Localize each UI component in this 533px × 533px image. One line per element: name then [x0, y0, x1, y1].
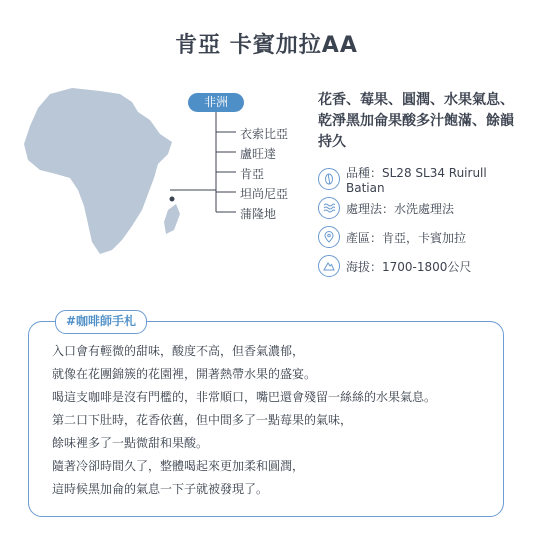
africa-map [20, 82, 195, 272]
country-item: 坦尚尼亞 [240, 187, 289, 201]
coffee-bean-icon [318, 168, 340, 190]
attribute-text: 品種：SL28 SL34 Ruirull Batian [346, 165, 487, 195]
country-item: 蒲隆地 [240, 207, 277, 221]
attribute-variety [318, 165, 528, 195]
attribute-process [318, 197, 528, 219]
country-bracket [170, 112, 250, 222]
attribute-text: 處理法：水洗處理法 [346, 201, 455, 216]
note-line: 隨著冷卻時間久了，整體喝起來更加柔和圓潤， [52, 459, 305, 473]
country-list [240, 124, 288, 224]
page-title: 肯亞 卡賓加拉AA [175, 33, 358, 58]
note-line: 喝這支咖啡是沒有門檻的，非常順口，嘴巴還會殘留一絲絲的水果氣息。 [52, 390, 437, 404]
wave-process-icon [318, 197, 340, 219]
region-badge: 非洲 [188, 93, 244, 112]
attribute-region [318, 226, 528, 248]
note-line: 就像在花團錦簇的花園裡，開著熱帶水果的盛宴。 [52, 367, 317, 381]
country-item: 衣索比亞 [240, 127, 289, 141]
country-item: 肯亞 [240, 167, 265, 181]
country-item: 盧旺達 [240, 147, 277, 161]
location-pin-icon [318, 226, 340, 248]
barista-notes-tag: #咖啡師手札 [55, 310, 147, 334]
attribute-text: 產區：肯亞，卡賓加拉 [346, 230, 467, 245]
note-line: 入口會有輕微的甜味，酸度不高，但香氣濃郁， [52, 344, 305, 358]
barista-notes-text [52, 340, 436, 501]
attribute-list [318, 165, 528, 284]
flavor-notes: 花香、莓果、圓潤、水果氣息、乾淨黑加侖果酸多汁飽滿、餘韻持久 [318, 92, 514, 150]
note-line: 這時候黑加侖的氣息一下子就被發現了。 [52, 482, 269, 496]
note-line: 餘味裡多了一點微甜和果酸。 [52, 436, 209, 450]
mountain-icon [318, 255, 340, 277]
attribute-text: 海拔：1700-1800公尺 [346, 259, 472, 274]
attribute-altitude [318, 255, 528, 277]
note-line: 第二口下肚時，花香依舊，但中間多了一點莓果的氣味， [52, 413, 353, 427]
